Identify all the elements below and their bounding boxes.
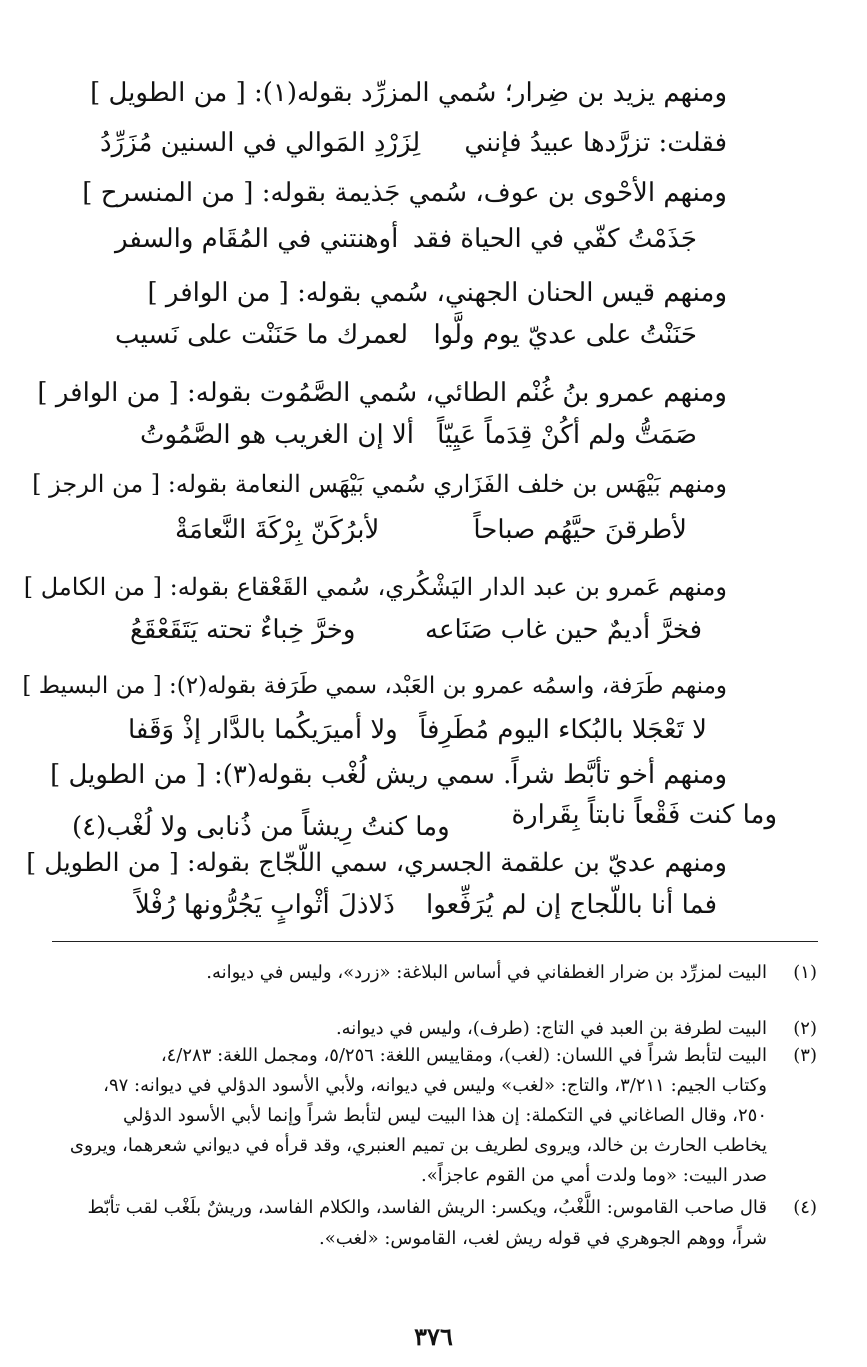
verse-6-first: فخرَّ أديمٌ حين غاب صَنَاعه — [425, 615, 702, 645]
verse-6-second: وخرَّ خِباءٌ تحته يَتَقَعْقَعُ — [130, 615, 356, 645]
prose-line-bayhas: ومنهم بَيْهَس بن خلف الفَزَاري سُمي بَيْهَس النعامة بقوله: [ من الرجز ] — [32, 470, 727, 498]
footnote-3-line-4: يخاطب الحارث بن خالد، ويروى لطريف بن تميم العنبري، وقد قرأه في ديواني شعرهما، ويروى — [69, 1135, 767, 1156]
footnote-3-line-1: البيت لتأبط شراً في اللسان: (لغب)، ومقاييس اللغة: ٥/٢٥٦، ومجمل اللغة: ٤/٢٨٣، — [160, 1045, 767, 1066]
footnote-4-line-1: قال صاحب القاموس: اللَّغْبُ، ويكسر: الريش الفاسد، والكلام الفاسد، وريشٌ بلَغْب لقب تأبّط — [87, 1197, 767, 1218]
verse-2-second: أوهنتني في المُقَام والسفر — [115, 224, 399, 254]
prose-line-amr-abd-aldar: ومنهم عَمرو بن عبد الدار اليَشْكُري، سُمي القَعْقاع بقوله: [ من الكامل ] — [23, 573, 727, 601]
footnote-separator — [52, 941, 818, 942]
verse-8-second: وما كنتُ رِيشاً من ذُنابى ولا لُغْب(٤) — [72, 812, 450, 842]
page-number: ٣٧٦ — [414, 1322, 453, 1351]
verse-2-first: جَذَمْتُ كفّي في الحياة فقد — [412, 224, 697, 254]
verse-4-first: صَمَتُّ ولم أكُنْ قِدَماً عَيِيّاً — [437, 420, 697, 450]
footnote-number-1: (١) — [793, 962, 817, 983]
footnote-2-line-1: البيت لطرفة بن العبد في التاج: (طرف)، وليس في ديوانه. — [335, 1018, 767, 1039]
verse-9-second: ذَلاذلَ أثْوابٍ يَجُرُّونها رُفْلاً — [135, 890, 395, 920]
footnote-3-line-2: وكتاب الجيم: ٣/٢١١، والتاج: «لغب» وليس في ديوانه، ولأبي الأسود الدؤلي في ديوانه: ٩٧، — [103, 1075, 767, 1096]
prose-line-qays: ومنهم قيس الحنان الجهني، سُمي بقوله: [ من الوافر ] — [147, 278, 727, 308]
verse-3-first: حَنَنْتُ على عديّ يوم ولَّوا — [433, 320, 697, 350]
verse-1-first: فقلت: تزرَّدها عبيدُ فإنني — [464, 128, 727, 158]
prose-line-amr-ghunm: ومنهم عمرو بنُ غُنْم الطائي، سُمي الصَّمُوت بقوله: [ من الوافر ] — [37, 378, 727, 408]
footnote-3-line-5: صدر البيت: «وما ولدت أمي من القوم عاجزاً». — [420, 1165, 767, 1186]
footnote-1-line-1: البيت لمزرِّد بن ضرار الغطفاني في أساس البلاغة: «زرد»، وليس في ديوانه. — [206, 962, 767, 983]
prose-line-ahwa: ومنهم الأحْوى بن عوف، سُمي جَذيمة بقوله: [ من المنسرح ] — [82, 178, 727, 208]
verse-3-second: لعمرك ما حَنَنْت على نَسيب — [115, 320, 409, 350]
prose-line-tarafa: ومنهم طَرَفة، واسمُه عمرو بن العَبْد، سمي طَرَفة بقوله(٢): [ من البسيط ] — [22, 673, 727, 699]
footnote-number-2: (٢) — [793, 1018, 817, 1039]
footnote-3-line-3: ٢٥٠، وقال الصاغاني في التكملة: إن هذا البيت ليس لتأبط شراً وإنما لأبي الأسود الدؤلي — [122, 1105, 767, 1126]
verse-7-second: ولا أميرَيكُما بالدَّار إذْ وَقَفا — [128, 715, 398, 745]
footnote-number-3: (٣) — [793, 1045, 817, 1066]
prose-line-adi: ومنهم عديّ بن علقمة الجسري، سمي اللّجّاج بقوله: [ من الطويل ] — [26, 848, 727, 878]
verse-5-first: لأطرقنَ حيَّهُم صباحاً — [473, 515, 687, 545]
footnote-4-line-2: شراً، ووهم الجوهري في قوله ريش لغب، القاموس: «لغب». — [319, 1228, 767, 1249]
footnote-number-4: (٤) — [793, 1197, 817, 1218]
verse-5-second: لأبرُكَنّ بِرْكَةَ النَّعامَةْ — [175, 515, 380, 545]
verse-8-first: وما كنت فَقْعاً نابتاً بِقَرارة — [511, 800, 777, 830]
verse-1-second: لِزَرْدِ المَوالي في السنين مُزَرِّدُ — [100, 128, 421, 158]
prose-line-taabbata: ومنهم أخو تأبَّط شراً. سمي ريش لُغْب بقوله(٣): [ من الطويل ] — [50, 760, 727, 790]
verse-7-first: لا تَعْجَلا بالبُكاء اليوم مُطَرِفاً — [419, 715, 707, 745]
verse-9-first: فما أنا باللّجاج إن لم يُرَفِّعوا — [425, 890, 717, 920]
prose-line-yazid: ومنهم يزيد بن ضِرار؛ سُمي المزرِّد بقوله(١): [ من الطويل ] — [90, 78, 727, 108]
verse-4-second: ألا إن الغريب هو الصَّمُوتُ — [140, 420, 415, 450]
